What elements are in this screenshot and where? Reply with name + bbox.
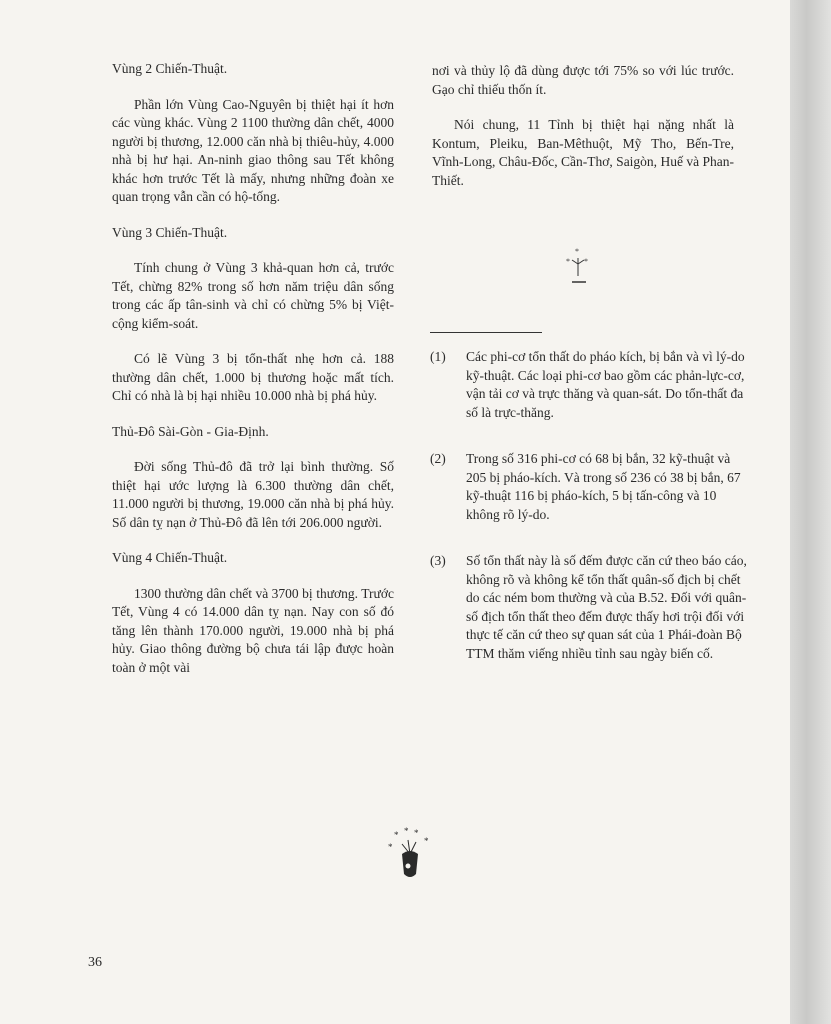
footnote-number: (3) bbox=[430, 553, 446, 568]
footnote-text: Các phi-cơ tổn thất do pháo kích, bị bắn và vì lý-do kỹ-thuật. Các loại phi-cơ bao gồm các phản-lực-cơ, vận tải cơ và trực thăng và quan-sát. Do tổn-thất đa số là trực-thăng. bbox=[466, 349, 745, 420]
section-heading: Vùng 3 Chiến-Thuật. bbox=[112, 224, 228, 240]
page-number: 36 bbox=[88, 955, 102, 970]
svg-text:*: * bbox=[584, 257, 588, 266]
section-heading: Vùng 2 Chiến-Thuật. bbox=[112, 61, 228, 76]
section-heading: Thủ-Đô Sài-Gòn - Gia-Định. bbox=[112, 423, 269, 439]
svg-text:*: * bbox=[388, 842, 393, 852]
svg-text:*: * bbox=[575, 247, 579, 256]
svg-text:*: * bbox=[424, 836, 429, 846]
footnote bbox=[430, 450, 750, 524]
left-column bbox=[112, 60, 394, 694]
footnote bbox=[430, 552, 750, 663]
paragraph: Nói chung, 11 Tỉnh bị thiệt hại nặng nhất là Kontum, Pleiku, Ban-Mêthuột, Mỹ Tho, Bến-Tre, Vĩnh-Long, Châu-Đốc, Cần-Thơ, Saigòn, Huế và Phan-Thiết. bbox=[432, 117, 734, 188]
right-column bbox=[432, 62, 734, 207]
svg-text:*: * bbox=[414, 828, 419, 838]
footnote-number: (1) bbox=[430, 349, 446, 364]
svg-text:*: * bbox=[394, 830, 399, 840]
paragraph: Tính chung ở Vùng 3 khả-quan hơn cả, trước Tết, chừng 82% trong số hơn năm triệu dân sống trong các ấp tân-sinh và chỉ có chừng 5% bị Việt-cộng kiểm-soát. bbox=[112, 260, 394, 331]
footnote-number: (2) bbox=[430, 451, 446, 466]
svg-text:*: * bbox=[404, 826, 409, 836]
page-edge bbox=[790, 0, 831, 1024]
paragraph: Phần lớn Vùng Cao-Nguyên bị thiệt hại ít hơn các vùng khác. Vùng 2 1100 thường dân chết, 4000 người bị thương, 12.000 căn nhà bị thiêu-hủy, 4.000 nhà bị hư hại. An-ninh giao thông sau Tết không khác hơn trước Tết là mấy, nhưng những đoàn xe quan trọng vẫn cần có hộ-tống. bbox=[112, 96, 394, 204]
paragraph: Có lẽ Vùng 3 bị tổn-thất nhẹ hơn cả. 188 thường dân chết, 1.000 bị thương hoặc mất tích. Chỉ có nhà là bị hại nhiều 10.000 nhà bị phá hủy. bbox=[112, 351, 394, 403]
footnote-text: Trong số 316 phi-cơ có 68 bị bắn, 32 kỹ-thuật và 205 bị pháo-kích. Và trong số 236 có 38 bị bắn, 67 kỹ-thuật 116 bị pháo-kích, 5 bị tấn-công và 10 không rõ lý-do. bbox=[466, 451, 741, 522]
paragraph: 1300 thường dân chết và 3700 bị thương. Trước Tết, Vùng 4 có 14.000 dân tỵ nạn. Nay con số đó tăng lên thành 170.000 người, 19.000 nhà bị phá hủy. Giao thông đường bộ chưa tái lập được hoàn toàn ở một vài bbox=[112, 585, 394, 675]
section-heading: Vùng 4 Chiến-Thuật. bbox=[112, 550, 228, 565]
footnote-text: Số tổn thất này là số đếm được căn cứ theo báo cáo, không rõ và không kể tổn thất quân-số địch bị chết do các ném bom thường và của B.52. Đối với quân-số địch tổn thất theo đếm được thấy hơi trội đối với thực tế căn cứ theo sự quan sát của 1 Phái-đoàn Bộ TTM thăm viếng nhiều tỉnh sau ngày biến cố. bbox=[466, 553, 747, 661]
footnote-divider bbox=[430, 332, 542, 333]
paragraph: Đời sống Thủ-đô đã trở lại bình thường. Số thiệt hại ước lượng là 6.300 thường dân chết, 11.000 người bị thương, 19.000 căn nhà bị phá hủy. Số dân tỵ nạn ở Thủ-Đô đã lên tới 206.000 người. bbox=[112, 459, 394, 530]
footnotes bbox=[430, 348, 750, 691]
svg-text:*: * bbox=[566, 257, 570, 266]
paragraph: nơi và thủy lộ đã dùng được tới 75% so với lúc trước. Gạo chỉ thiếu thốn ít. bbox=[432, 63, 734, 97]
flower-vase-ornament-icon bbox=[386, 826, 436, 887]
flower-ornament-icon bbox=[560, 246, 596, 295]
footnote bbox=[430, 348, 750, 422]
